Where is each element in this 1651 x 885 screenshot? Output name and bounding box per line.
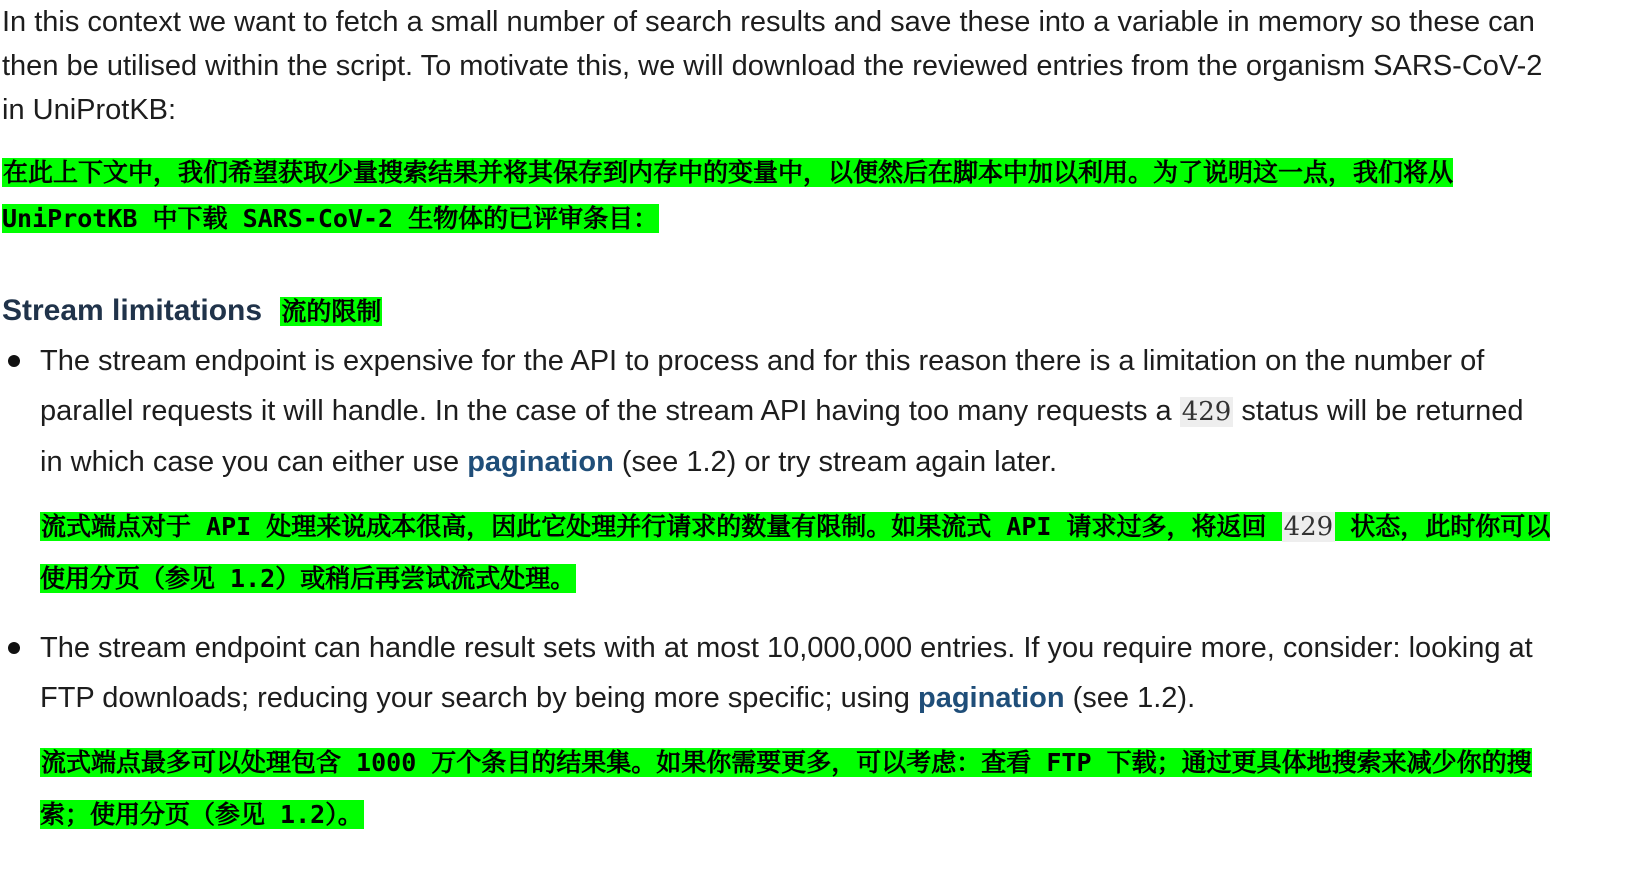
list-item-translation — [40, 501, 1555, 605]
list-item — [2, 623, 1647, 841]
limitations-list — [2, 336, 1647, 841]
bullet-dot-icon — [8, 355, 20, 367]
intro-paragraph-translation — [2, 150, 1550, 242]
list-item-text-part: (see 1.2) or try stream again later. — [613, 446, 1058, 478]
inline-code: 429 — [1181, 397, 1232, 427]
intro-paragraph: In this context we want to fetch a small number of search results and save these into a variable in memory so these can then be utilised within the script. To motivate this, we will download the reviewed entries from the organism SARS-CoV-2 in UniProtKB: — [2, 6, 1543, 126]
intro-translation-highlight: 在此上下文中，我们希望获取少量搜索结果并将其保存到内存中的变量中，以便然后在脚本中加以利用。为了说明这一点，我们将从 UniProtKB 中下载 SARS-CoV-2 生物体的已评审条目： — [2, 158, 1454, 233]
inline-code: 429 — [1283, 512, 1334, 542]
translation-text-part: 流式端点对于 API 处理来说成本很高，因此它处理并行请求的数量有限制。如果流式 API 请求过多，将返回 — [41, 512, 1282, 541]
section-title-translation: 流的限制 — [281, 297, 382, 326]
translation-highlight: 流式端点最多可以处理包含 1000 万个条目的结果集。如果你需要更多，可以考虑：查看 FTP 下载；通过更具体地搜索来减少你的搜索；使用分页（参见 1.2）。 — [40, 748, 1532, 829]
list-item-text-part: (see 1.2). — [1064, 682, 1196, 714]
section-heading — [2, 288, 382, 335]
pagination-link[interactable]: pagination — [467, 446, 614, 478]
list-item-text-part: The stream endpoint can handle result sets with at most 10,000,000 entries. If you require more, consider: looking at FTP downloads; reducing your search by being more specific; using — [40, 632, 1533, 714]
list-item-text-part: The stream endpoint is expensive for the API to process and for this reason there is a limitation on the number of parallel requests it will handle. In the case of the stream API having too many requests a — [40, 345, 1485, 427]
pagination-link[interactable]: pagination — [917, 682, 1065, 714]
list-item-text-part: status will be returned in which case you can either use — [40, 395, 1524, 478]
list-item-text — [40, 623, 1550, 723]
translation-highlight — [40, 512, 1550, 593]
list-item-translation — [40, 737, 1555, 841]
list-item-text — [40, 336, 1550, 487]
translation-text-part: 状态，此时你可以使用分页（参见 1.2）或稍后再尝试流式处理。 — [40, 512, 1551, 593]
list-item — [2, 336, 1647, 605]
bullet-dot-icon — [8, 642, 20, 654]
section-title: Stream limitations — [2, 294, 263, 327]
